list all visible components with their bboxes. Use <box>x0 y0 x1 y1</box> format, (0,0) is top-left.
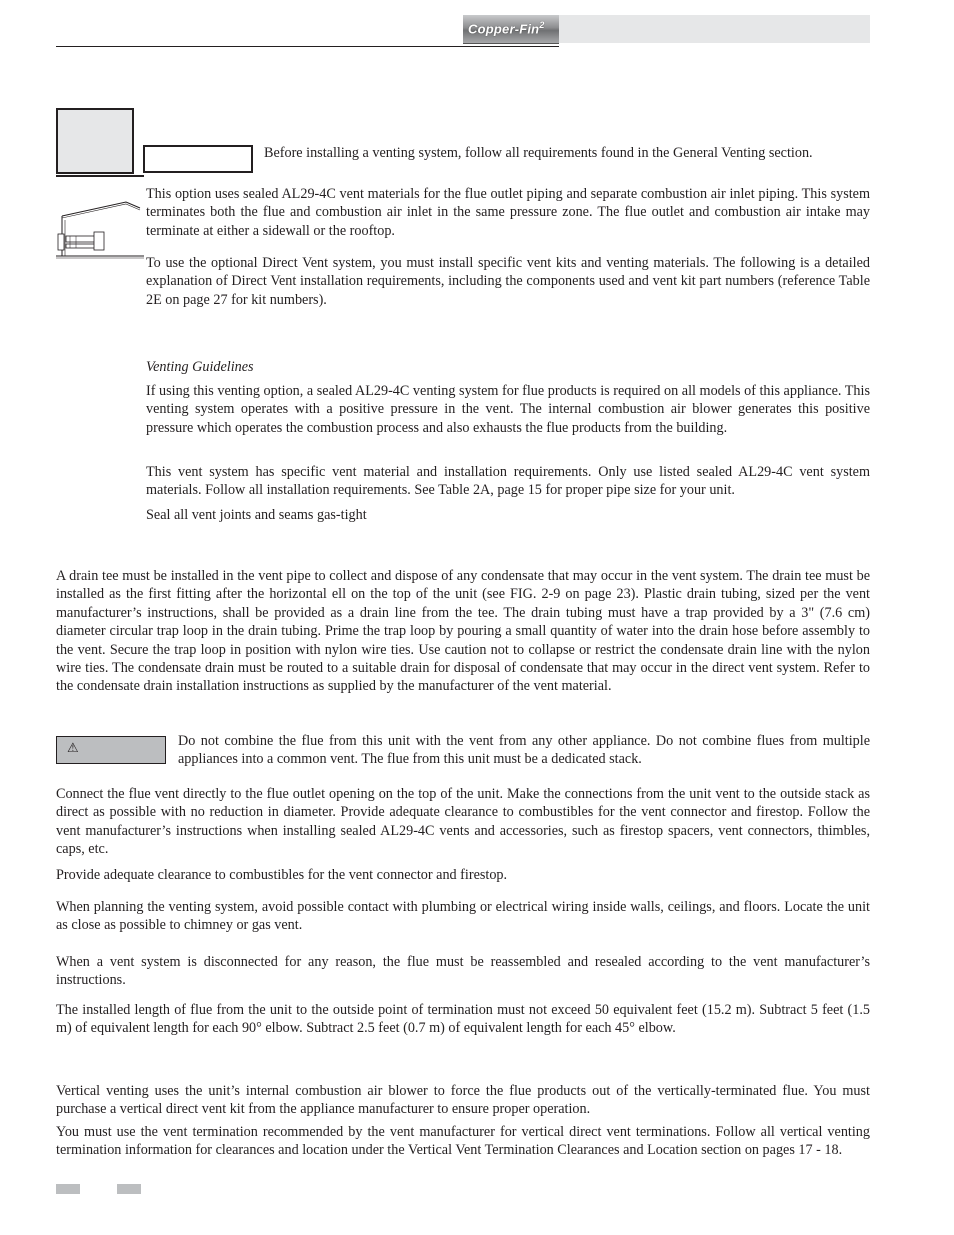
header-rule <box>56 46 559 47</box>
paragraph-vent-material: This vent system has specific vent material and installation requirements. Only use listed sealed AL29-4C vent system materials. Follow all installation requirements. See Table 2A, page 15 for proper pipe size for your unit. <box>146 464 870 499</box>
paragraph-direct-vent-option: This option uses sealed AL29-4C vent materials for the flue outlet piping and separate combustion air inlet piping. This system terminates both the flue and combustion air inlet in the same pressure zone. The flue outlet and combustion air intake may terminate at either a sidewall or the rooftop. <box>146 186 870 239</box>
paragraph-sealed-venting: If using this venting option, a sealed AL29-4C venting system for flue products is required on all models of this appliance. This venting system operates with a positive pressure in the vent. The internal combustion air blower generates this positive pressure which operates the combustion process and also exhausts the flue products from the building. <box>146 383 870 436</box>
paragraph-vent-termination: You must use the vent termination recommended by the vent manufacturer for vertical direct vent terminations. Follow all vertical venting termination information for clearances and location under the Vertical Vent Termination Clearances and Location section on pages 17 - 18. <box>56 1124 870 1159</box>
footer-page-marker <box>56 1184 80 1194</box>
paragraph-planning: When planning the venting system, avoid possible contact with plumbing or electrical wiring inside walls, ceilings, and floors. Locate the unit as close as possible to chimney or gas vent. <box>56 899 870 934</box>
footer-brand-marker <box>117 1184 141 1194</box>
intro-text: Before installing a venting system, follow all requirements found in the General Venting section. <box>264 145 813 161</box>
section-label-box <box>143 145 253 173</box>
logo-superscript: 2 <box>539 20 545 30</box>
section-marker-box <box>56 108 134 174</box>
paragraph-disconnected: When a vent system is disconnected for any reason, the flue must be reassembled and resealed according to the vent manufacturer’s instructions. <box>56 954 870 989</box>
sidewall-rooftop-vent-diagram-icon <box>56 196 144 262</box>
warning-label-box <box>56 736 166 764</box>
paragraph-clearance: Provide adequate clearance to combustibles for the vent connector and firestop. <box>56 867 508 883</box>
paragraph-flue-length: The installed length of flue from the unit to the outside point of termination must not exceed 50 equivalent feet (15.2 m). Subtract 5 feet (1.5 m) of equivalent length for each 90° elbow. Subtract 2.5 feet (0.7 m) of equivalent length for each 45° elbow. <box>56 1002 870 1037</box>
section-rule <box>56 175 144 177</box>
paragraph-drain-tee: A drain tee must be installed in the vent pipe to collect and dispose of any condensate that may occur in the vent system. The drain tee must be installed as the first fitting after the horizontal ell on the top of the unit (see FIG. 2-9 on page 23). Plastic drain tubing, sized per the vent manufacturer’s instructions, shall be provided as a drain line from the tee. The drain tubing must have a trap provided by a 3" (7.6 cm) diameter circular trap loop in the drain tubing. Prime the trap loop by pouring a small quantity of water into the drain hose before assembly to the vent. Secure the trap loop in position with nylon wire ties. Use caution not to collapse or restrict the condensate drain line with the nylon wire ties. The condensate drain must be routed to a suitable drain for disposal of condensate that may occur in the direct vent system. Refer to the condensate drain installation instructions as supplied by the manufacturer of the vent material. <box>56 568 870 695</box>
paragraph-direct-vent-kits: To use the optional Direct Vent system, you must install specific vent kits and venting materials. The following is a detailed explanation of Direct Vent installation requirements, including the components used and vent kit part numbers (reference Table 2E on page 27 for kit numbers). <box>146 255 870 308</box>
warning-triangle-icon: ⚠ <box>67 741 79 756</box>
paragraph-connect-flue: Connect the flue vent directly to the flue outlet opening on the top of the unit. Make the connections from the unit vent to the outside stack as direct as possible with no reduction in diameter. Provide adequate clearance to combustibles for the vent connector and firestop. Follow the vent manufacturer’s instructions when installing sealed AL29-4C vents and accessories, such as firestop spacers, vent connectors, thimbles, caps, etc. <box>56 786 870 858</box>
paragraph-seal-joints: Seal all vent joints and seams gas-tight <box>146 507 367 523</box>
paragraph-vertical-venting: Vertical venting uses the unit’s internal combustion air blower to force the flue products out of the vertically-terminated flue. You must purchase a vertical direct vent kit from the appliance manufacturer to ensure proper operation. <box>56 1083 870 1118</box>
venting-guidelines-heading: Venting Guidelines <box>146 359 254 375</box>
warning-text: Do not combine the flue from this unit with the vent from any other appliance. Do not combine flues from multiple appliances into a common vent. The flue from this unit must be a dedicated stack. <box>178 733 870 768</box>
logo-text: Copper-Fin <box>468 21 540 37</box>
product-logo <box>463 15 559 44</box>
